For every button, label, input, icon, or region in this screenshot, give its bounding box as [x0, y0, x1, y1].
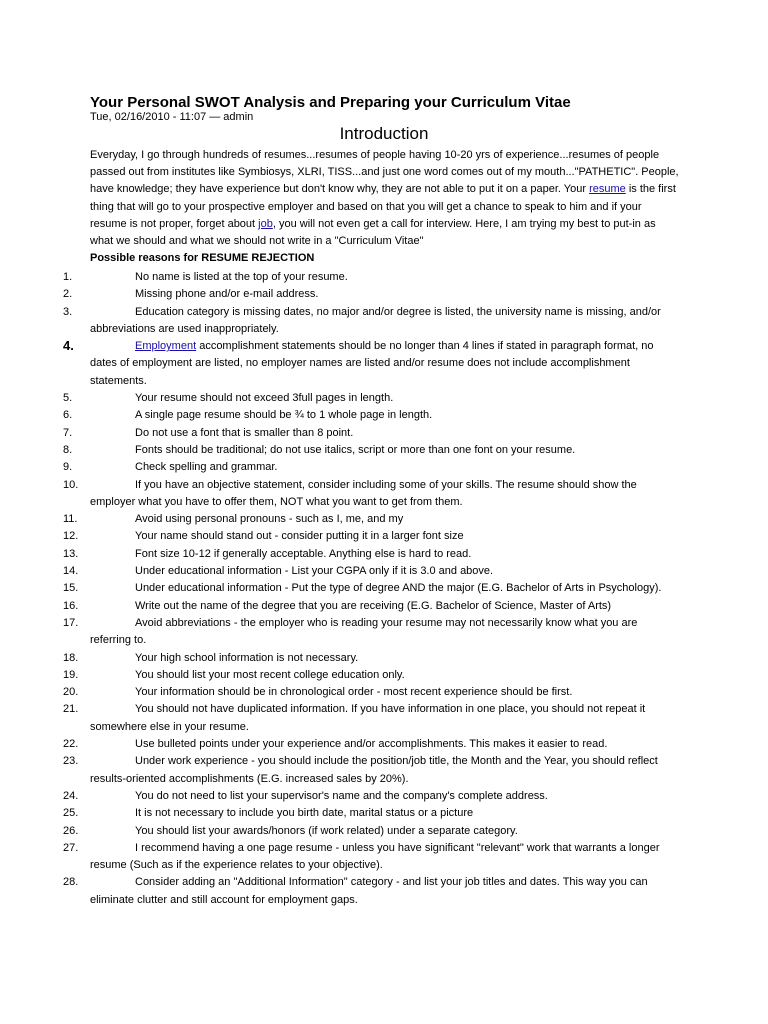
article-title: Your Personal SWOT Analysis and Preparing your Curriculum Vitae: [90, 94, 571, 111]
list-item: [0, 546, 768, 563]
list-item-number: 15.: [63, 582, 79, 595]
list-item-body: I recommend having a one page resume - unless you have significant "relevant" work that warrants a longer resume (Such as if the experience relates to your objective).: [90, 841, 660, 872]
list-item: [0, 874, 768, 909]
section-heading: Introduction: [339, 124, 429, 143]
rejection-reasons-list: [0, 269, 768, 909]
list-item-number: 16.: [63, 599, 79, 612]
list-item-body: Fonts should be traditional; do not use italics, script or more than one font on your resume.: [135, 443, 576, 456]
list-item-text: [90, 874, 680, 909]
list-item: [0, 459, 768, 476]
list-item-number: 10.: [63, 478, 79, 491]
list-item-number: 12.: [63, 530, 79, 543]
list-item-number: 4.: [63, 338, 74, 354]
list-item-text: [90, 667, 680, 684]
list-item-body: A single page resume should be ¾ to 1 whole page in length.: [135, 409, 433, 422]
list-item-body: Your high school information is not necessary.: [135, 651, 359, 664]
list-item: [0, 390, 768, 407]
intro-text: , you will not even get a call for interview. Here, I am trying my best to put-in as what we should and what we should not write in a "Curriculum Vitae": [90, 217, 656, 248]
post-meta: Tue, 02/16/2010 - 11:07 — admin: [90, 111, 254, 123]
list-item-text: [90, 701, 680, 736]
list-item-body: Avoid abbreviations - the employer who is reading your resume may not necessarily know what you are referring to.: [90, 616, 638, 647]
list-item-body: It is not necessary to include you birth date, marital status or a picture: [135, 807, 474, 820]
list-item: [0, 598, 768, 615]
list-item-text: [90, 598, 680, 615]
list-item-text: [90, 286, 680, 303]
list-item-body: Missing phone and/or e-mail address.: [135, 288, 319, 301]
list-item-number: 5.: [63, 392, 73, 405]
intro-paragraph: [90, 147, 680, 250]
list-item-number: 24.: [63, 789, 79, 802]
list-item-number: 7.: [63, 426, 73, 439]
list-item-text: [90, 390, 680, 407]
list-item-number: 23.: [63, 755, 79, 768]
list-item: [0, 528, 768, 545]
list-item-number: 3.: [63, 305, 73, 318]
list-item-body: Your name should stand out - consider putting it in a larger font size: [135, 530, 464, 543]
job-link[interactable]: job: [258, 217, 273, 230]
list-item: [0, 805, 768, 822]
list-item: [0, 269, 768, 286]
list-item-body: Your resume should not exceed 3full pages in length.: [135, 392, 394, 405]
list-item: [0, 753, 768, 788]
list-item-body: Write out the name of the degree that you are receiving (E.G. Bachelor of Science, Master of Arts): [135, 599, 612, 612]
list-item-text: [90, 442, 680, 459]
list-item-body: If you have an objective statement, consider including some of your skills. The resume should show the employer what you have to offer them, NOT what you want to get from them.: [90, 478, 637, 508]
list-item-text: [90, 580, 680, 597]
list-item: [0, 701, 768, 736]
list-item-number: 6.: [63, 409, 73, 422]
list-item-body: Do not use a font that is smaller than 8 point.: [135, 426, 354, 439]
list-item-number: 27.: [63, 841, 79, 854]
list-item-text: [90, 563, 680, 580]
list-item: [0, 788, 768, 805]
list-item-body: Avoid using personal pronouns - such as I, me, and my: [135, 513, 404, 526]
list-item: [0, 304, 768, 339]
list-item-number: 17.: [63, 616, 79, 629]
list-item: [0, 615, 768, 650]
list-item-text: [90, 753, 680, 788]
list-item-number: 20.: [63, 686, 79, 699]
list-item: [0, 425, 768, 442]
intro-text: is the first thing that will go to your prospective employer and based on that you will get a chance to speak to him and if your resume is not proper, forget about: [90, 183, 676, 230]
list-item: [0, 667, 768, 684]
list-item-text: [90, 407, 680, 424]
list-item-text: [90, 805, 680, 822]
list-item-text: [90, 546, 680, 563]
list-item-number: 9.: [63, 461, 73, 474]
list-item-text: [90, 338, 680, 390]
list-item-body: Under educational information - List your CGPA only if it is 3.0 and above.: [135, 565, 494, 578]
list-item-text: [90, 511, 680, 528]
list-item-body: Consider adding an "Additional Information" category - and list your job titles and dates. This way you can eliminate clutter and still account for employment gaps.: [90, 876, 648, 906]
list-item-body: Check spelling and grammar.: [135, 461, 278, 474]
list-item-body: Your information should be in chronological order - most recent experience should be first.: [135, 686, 573, 699]
list-item-body: Use bulleted points under your experience and/or accomplishments. This makes it easier to read.: [135, 738, 608, 751]
intro-text: Everyday, I go through hundreds of resumes...resumes of people having 10-20 yrs of experience...resumes of people passed out from institutes like Symbiosys, XLRI, TISS...and just one word comes out of my mouth..."PATHETIC". People, have knowledge; they have experience but don't know why, they are not able to put it on a paper. Your: [90, 149, 679, 196]
list-item-body: Education category is missing dates, no major and/or degree is listed, the university name is missing, and/or abbreviations are used inappropriately.: [90, 305, 661, 335]
list-item-text: [90, 736, 680, 753]
list-item-body: You should list your most recent college education only.: [135, 668, 405, 681]
list-item: [0, 823, 768, 840]
list-item: [0, 840, 768, 875]
list-item-number: 2.: [63, 288, 73, 301]
list-item-body: You should list your awards/honors (if work related) under a separate category.: [135, 824, 518, 837]
list-item: [0, 563, 768, 580]
list-item-number: 8.: [63, 443, 73, 456]
list-item-number: 11.: [63, 513, 78, 526]
list-item-number: 19.: [63, 668, 79, 681]
list-item: [0, 407, 768, 424]
resume-link[interactable]: resume: [589, 183, 626, 196]
list-item-text: [90, 304, 680, 339]
list-item: [0, 286, 768, 303]
list-item-body: Font size 10-12 if generally acceptable. Anything else is hard to read.: [135, 547, 472, 560]
list-item-body: No name is listed at the top of your resume.: [135, 271, 348, 283]
list-item-text: [90, 477, 680, 512]
list-item-number: 14.: [63, 565, 79, 578]
employment-link[interactable]: Employment: [135, 340, 197, 353]
list-item: [0, 650, 768, 667]
list-item-body: You do not need to list your supervisor's name and the company's complete address.: [135, 789, 548, 802]
list-item-text: [90, 615, 680, 650]
list-item-text: [90, 788, 680, 805]
list-item-text: [90, 528, 680, 545]
list-item: [0, 684, 768, 701]
list-item-text: [90, 840, 680, 875]
list-item-text: [90, 425, 680, 442]
list-item: [0, 736, 768, 753]
list-item: [0, 580, 768, 597]
list-item-number: 18.: [63, 651, 79, 664]
list-item-body: accomplishment statements should be no longer than 4 lines if stated in paragraph format, no dates of employment are listed, no employer names are listed and/or resume does not include accomplishment statements.: [90, 340, 654, 387]
list-item-body: You should not have duplicated information. If you have information in one place, you should not repeat it somewhere else in your resume.: [90, 703, 646, 733]
list-item-number: 1.: [63, 271, 73, 283]
list-item-text: [90, 684, 680, 701]
list-item-number: 25.: [63, 807, 79, 820]
list-item-text: [90, 459, 680, 476]
list-item: [0, 338, 768, 390]
list-item: [0, 477, 768, 512]
list-item-text: [90, 823, 680, 840]
list-item: [0, 511, 768, 528]
list-item-body: Under work experience - you should include the position/job title, the Month and the Year, you should reflect results-oriented accomplishments (E.G. increased sales by 20%).: [90, 755, 658, 785]
list-subheading: Possible reasons for RESUME REJECTION: [90, 252, 315, 264]
list-item-number: 13.: [63, 547, 79, 560]
list-item-body: Under educational information - Put the type of degree AND the major (E.G. Bachelor of Arts in Psychology).: [135, 582, 662, 595]
list-item-number: 28.: [63, 876, 79, 889]
list-item-number: 21.: [63, 703, 79, 716]
list-item: [0, 442, 768, 459]
list-item-text: [90, 650, 680, 667]
list-item-text: [90, 269, 680, 286]
list-item-number: 22.: [63, 738, 79, 751]
list-item-number: 26.: [63, 824, 79, 837]
